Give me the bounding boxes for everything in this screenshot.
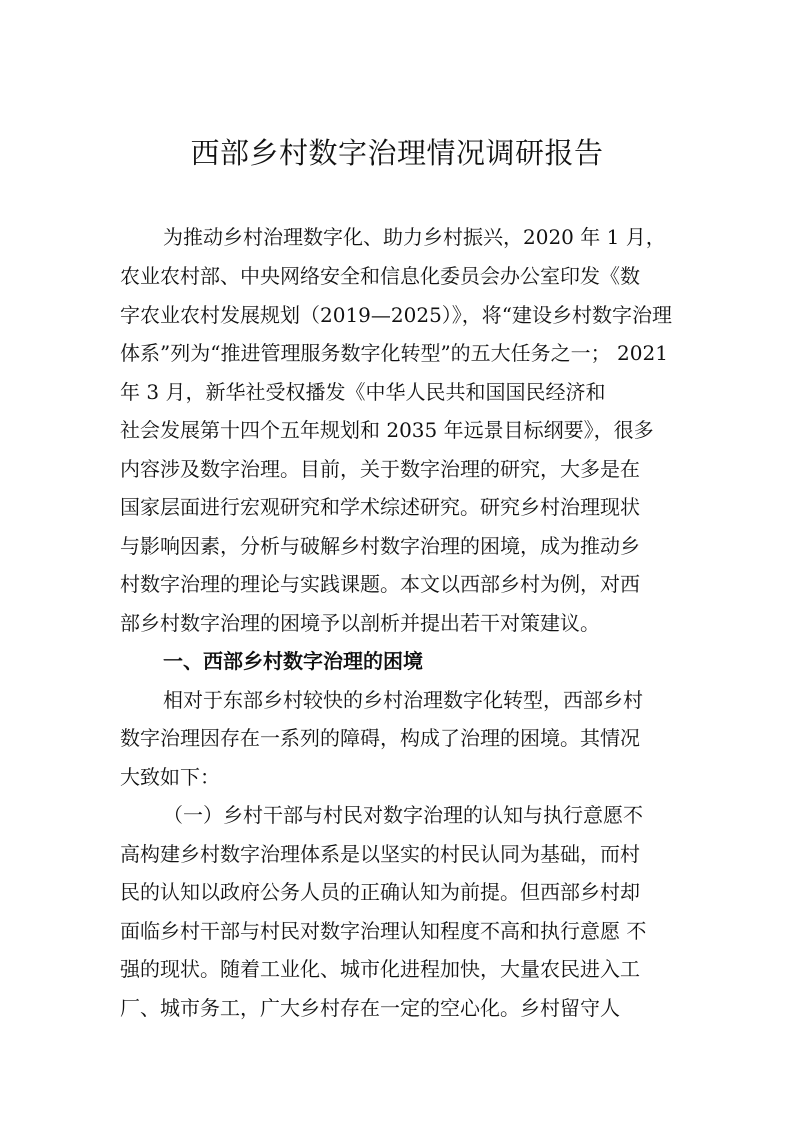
document-title: 西部乡村数字治理情况调研报告	[190, 136, 604, 170]
paragraph-line: 村数字治理的理论与实践课题。本文以西部乡村为例，对西	[120, 572, 640, 596]
paragraph-line: 厂、城市务工，广大乡村存在一定的空心化。乡村留守人	[120, 996, 620, 1020]
paragraph-line: 内容涉及数字治理。目前，关于数字治理的研究，大多是在	[120, 457, 640, 481]
paragraph-line: （一）乡村干部与村民对数字治理的认知与执行意愿不	[163, 803, 643, 827]
paragraph-line: 农业农村部、中央网络安全和信息化委员会办公室印发《数	[120, 264, 640, 288]
paragraph-line: 相对于东部乡村较快的乡村治理数字化转型，西部乡村	[163, 688, 643, 712]
paragraph-line: 面临乡村干部与村民对数字治理认知程度不高和执行意愿 不	[120, 919, 647, 943]
paragraph-line: 年 3 月，新华社受权播发《中华人民共和国国民经济和	[120, 380, 606, 404]
paragraph-line: 国家层面进行宏观研究和学术综述研究。研究乡村治理现状	[120, 495, 640, 519]
paragraph-line: 体系”列为“推进管理服务数字化转型”的五大任务之一； 2021	[120, 341, 668, 365]
paragraph-line: 高构建乡村数字治理体系是以坚实的村民认同为基础，而村	[120, 842, 640, 866]
paragraph-line: 社会发展第十四个五年规划和 2035 年远景目标纲要》，很多	[120, 418, 654, 442]
paragraph-line: 为推动乡村治理数字化、助力乡村振兴，2020 年 1 月，	[163, 225, 666, 249]
section-heading: 一、西部乡村数字治理的困境	[163, 649, 423, 673]
paragraph-line: 大致如下：	[120, 765, 220, 789]
paragraph-line: 强的现状。随着工业化、城市化进程加快，大量农民进入工	[120, 957, 640, 981]
paragraph-line: 民的认知以政府公务人员的正确认知为前提。但西部乡村却	[120, 880, 640, 904]
paragraph-line: 数字治理因存在一系列的障碍，构成了治理的困境。其情况	[120, 726, 640, 750]
paragraph-line: 字农业农村发展规划（2019—2025）》，将“建设乡村数字治理	[120, 303, 673, 327]
paragraph-line: 与影响因素，分析与破解乡村数字治理的困境，成为推动乡	[120, 534, 640, 558]
paragraph-line: 部乡村数字治理的困境予以剖析并提出若干对策建议。	[120, 611, 600, 635]
